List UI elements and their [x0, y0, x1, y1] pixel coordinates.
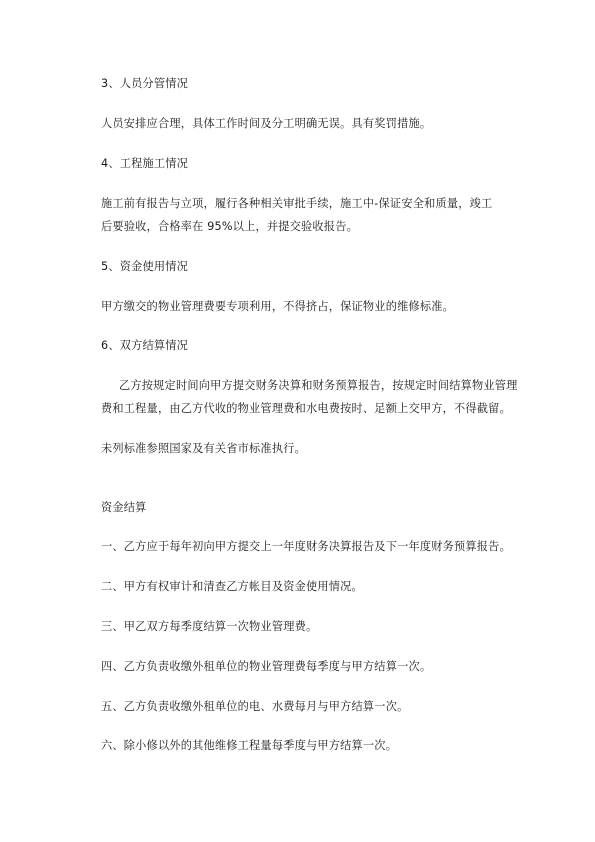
section-heading-construction: 4、工程施工情况 — [101, 157, 189, 170]
paragraph-standards-note: 未列标准参照国家及有关省市标准执行。 — [101, 442, 306, 455]
paragraph-funds: 甲方缴交的物业管理费要专项利用，不得挤占，保证物业的维修标准。 — [101, 300, 455, 313]
paragraph-construction-line-2: 后要验收，合格率在 95%以上，并提交验收报告。 — [101, 220, 358, 233]
section-heading-settlement: 6、双方结算情况 — [101, 339, 189, 352]
clause-item: 五、乙方负责收缴外租单位的电、水费每月与甲方结算一次。 — [101, 700, 409, 713]
clause-item: 四、乙方负责收缴外租单位的物业管理费每季度与甲方结算一次。 — [101, 660, 432, 673]
section-title-fund-settlement: 资金结算 — [101, 501, 147, 514]
clause-item: 六、除小修以外的其他维修工程量每季度与甲方结算一次。 — [101, 739, 398, 752]
clause-item: 三、甲乙双方每季度结算一次物业管理费。 — [101, 620, 318, 633]
paragraph-settlement-line-2: 费和工程量，由乙方代收的物业管理费和水电费按时、足额上交甲方，不得截留。 — [101, 402, 511, 415]
paragraph-personnel: 人员安排应合理，具体工作时间及分工明确无误。具有奖罚措施。 — [101, 117, 432, 130]
section-heading-funds: 5、资金使用情况 — [101, 260, 189, 273]
clause-item: 二、甲方有权审计和清查乙方帐目及资金使用情况。 — [101, 580, 363, 593]
clause-item: 一、乙方应于每年初向甲方提交上一年度财务决算报告及下一年度财务预算报告。 — [101, 540, 511, 553]
section-heading-personnel: 3、人员分管情况 — [101, 77, 189, 90]
paragraph-construction-line-1: 施工前有报告与立项，履行各种相关审批手续，施工中-保证安全和质量，竣工 — [101, 197, 493, 210]
paragraph-settlement-line-1: 乙方按规定时间向甲方提交财务决算和财务预算报告，按规定时间结算物业管理 — [119, 379, 518, 392]
